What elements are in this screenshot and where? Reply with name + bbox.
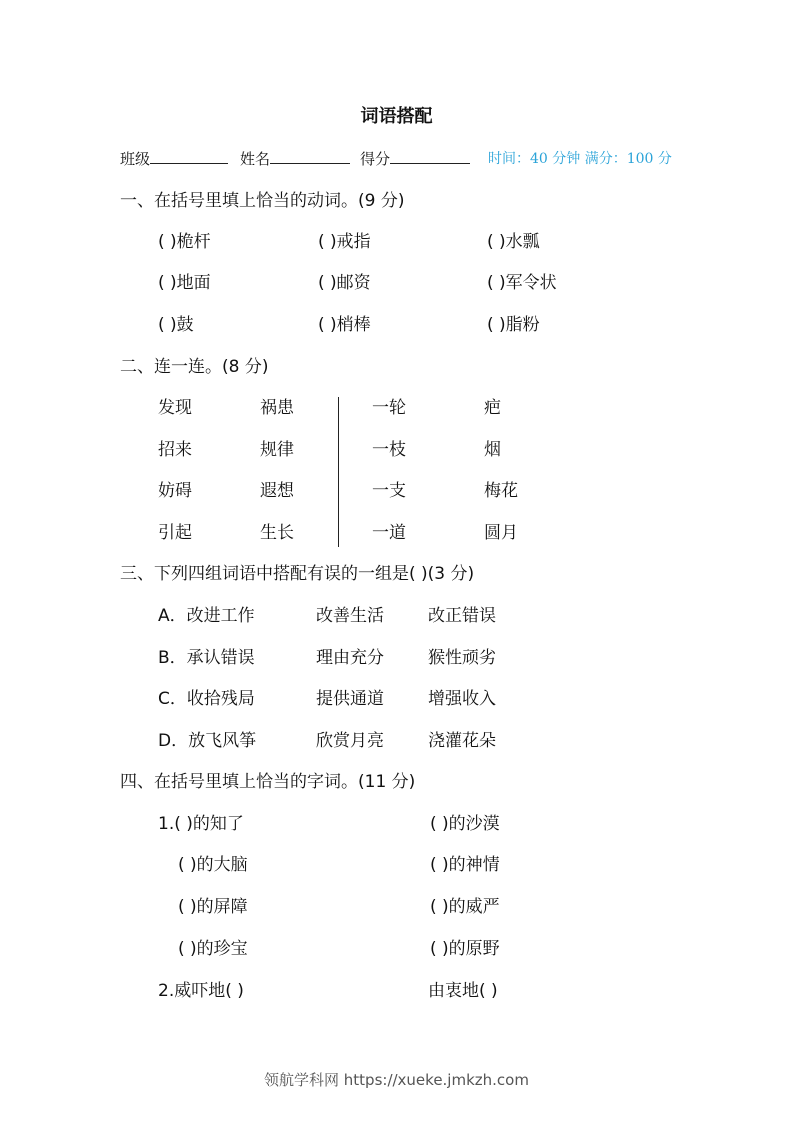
s4-item: ( )的沙漠 <box>430 814 500 834</box>
option-word: 增强收入 <box>428 689 496 709</box>
match-word: 规律 <box>260 440 294 460</box>
s4-item: 2.威吓地( ) <box>158 981 244 1001</box>
s1-item: ( )地面 <box>158 273 211 293</box>
score-field[interactable] <box>360 148 470 170</box>
s4-item: ( )的珍宝 <box>178 939 248 959</box>
option-word: 猴性顽劣 <box>428 648 496 668</box>
option-label: A．改进工作 <box>158 606 255 626</box>
s1-item: ( )鼓 <box>158 315 194 335</box>
s4-item: ( )的原野 <box>430 939 500 959</box>
option-word: 改善生活 <box>316 606 384 626</box>
match-word: 梅花 <box>484 481 518 501</box>
section-3-heading: 三、下列四组词语中搭配有误的一组是( )(3 分) <box>120 564 475 584</box>
option-word: 提供通道 <box>316 689 384 709</box>
match-word: 遐想 <box>260 481 294 501</box>
option-word: 理由充分 <box>316 648 384 668</box>
class-label: 班级 <box>120 150 151 168</box>
match-word: 圆月 <box>484 523 518 543</box>
s1-item: ( )军令状 <box>487 273 557 293</box>
name-field[interactable] <box>240 148 350 170</box>
footer-watermark: 领航学科网 https://xueke.jmkzh.com <box>264 1071 529 1089</box>
match-word: 疤 <box>484 398 501 418</box>
option-label: D．放飞风筝 <box>158 731 257 751</box>
match-word: 一枝 <box>372 440 406 460</box>
s1-item: ( )桅杆 <box>158 232 211 252</box>
class-blank[interactable] <box>150 149 228 164</box>
s4-item: 由衷地( ) <box>428 981 498 1001</box>
class-field[interactable] <box>120 148 228 170</box>
score-blank[interactable] <box>390 149 470 164</box>
section-4-heading: 四、在括号里填上恰当的字词。(11 分) <box>120 772 416 792</box>
s1-item: ( )水瓢 <box>487 232 540 252</box>
s4-item: 1.( )的知了 <box>158 814 244 834</box>
match-word: 烟 <box>484 440 501 460</box>
s1-item: ( )邮资 <box>318 273 371 293</box>
page-title: 词语搭配 <box>360 106 433 127</box>
section-2-heading: 二、连一连。(8 分) <box>120 357 269 377</box>
match-word: 一支 <box>372 481 406 501</box>
name-label: 姓名 <box>240 150 271 168</box>
section-1-heading: 一、在括号里填上恰当的动词。(9 分) <box>120 191 405 211</box>
option-label: C．收拾残局 <box>158 689 255 709</box>
match-word: 招来 <box>158 440 192 460</box>
option-label: B．承认错误 <box>158 648 255 668</box>
match-word: 妨碍 <box>158 481 192 501</box>
match-word: 引起 <box>158 523 192 543</box>
match-word: 祸患 <box>260 398 294 418</box>
option-word: 浇灌花朵 <box>428 731 496 751</box>
s1-item: ( )戒指 <box>318 232 371 252</box>
option-word: 改正错误 <box>428 606 496 626</box>
name-blank[interactable] <box>270 149 350 164</box>
s1-item: ( )梢棒 <box>318 315 371 335</box>
s4-item: ( )的大脑 <box>178 855 248 875</box>
match-word: 生长 <box>260 523 294 543</box>
time-info: 时间：40 分钟 满分：100 分 <box>488 151 672 167</box>
s4-item: ( )的神情 <box>430 855 500 875</box>
match-word: 一道 <box>372 523 406 543</box>
s1-item: ( )脂粉 <box>487 315 540 335</box>
s4-item: ( )的威严 <box>430 897 500 917</box>
match-word: 一轮 <box>372 398 406 418</box>
s4-item: ( )的屏障 <box>178 897 248 917</box>
match-word: 发现 <box>158 398 192 418</box>
option-word: 欣赏月亮 <box>316 731 384 751</box>
score-label: 得分 <box>360 150 391 168</box>
divider-line <box>338 397 339 547</box>
